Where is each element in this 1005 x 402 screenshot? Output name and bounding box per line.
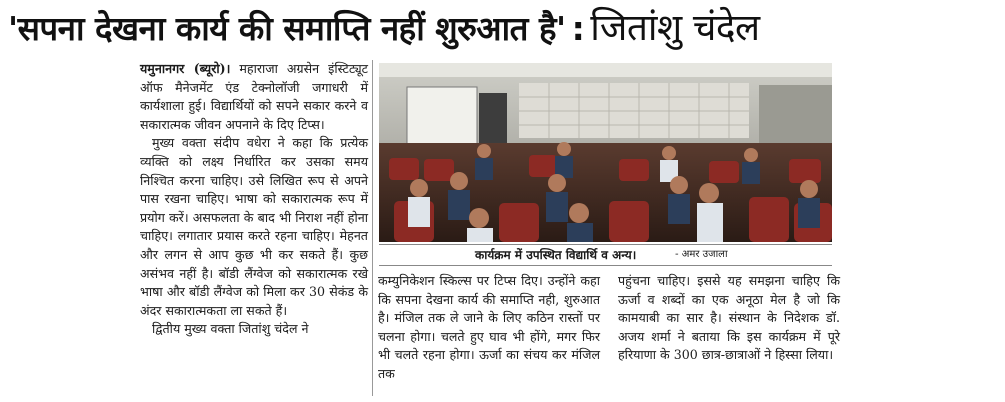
article-column-2 [378, 272, 600, 394]
article-column-1 [140, 60, 368, 396]
auditorium-photo [379, 63, 832, 242]
caption-text: कार्यक्रम में उपस्थित विद्यार्थि व अन्य। [475, 248, 637, 262]
headline-separator: : [571, 9, 585, 48]
dateline: यमुनानगर (ब्यूरो)। [140, 61, 231, 76]
headline [8, 2, 998, 54]
news-photo [379, 63, 832, 242]
article-paragraph: पहुंचना चाहिए। इससे यह समझना चाहिए कि ऊर्जा व शब्दों का एक अनूठा मेल है जो कि कामयाबी का सार है। संस्थान के निदेशक डॉ. अजय शर्मा ने बताया कि इस कार्यक्रम में पूरे हरियाणा के 300 छात्र-छात्राओं ने हिस्सा लिया। [618, 273, 840, 363]
photo-credit: - अमर उजाला [675, 249, 728, 260]
article-paragraph: मुख्य वक्ता संदीप वधेरा ने कहा कि प्रत्येक व्यक्ति को लक्ष्य निर्धारित कर उसका समय निश्चित करना चाहिए। उसे लिखित रूप से अपने पास रखना चाहिए। भाषा को सकारात्मक रूप में प्रयोग करें। असफलता के बाद भी निराश नहीं होना चाहिए। लगातार प्रयास करते रहना चाहिए। मेहनत और लगन से आप कुछ भी कर सकते हैं। कुछ असंभव नहीं है। बॉडी लैंग्वेज को सकारात्मक रखे भाषा और बॉडी लैंग्वेज को मिला कर 30 सेकंड के अंदर सकारात्मकता ला सकते हैं। [140, 135, 368, 318]
article-text: महाराजा अग्रसेन इंस्टिट्यूट ऑफ मैनेजमेंट एंड टेक्नोलॉजी जगाधरी में कार्यशाला हुई। विद्यार्थियों को सपने सकार करने व सकारात्मक जीवन अपनाने के दिए टिप्स। [140, 61, 368, 132]
column-divider [372, 60, 373, 396]
article-paragraph: कम्युनिकेशन स्किल्स पर टिप्स दिए। उन्होंने कहा कि सपना देखना कार्य की समाप्ति नही, शुरुआत है। मंजिल तक ले जाने के लिए कठिन रास्तों पर चलना होगा। चलते हुए घाव भी होंगे, मगर फिर भी चलते रहना होगा। ऊर्जा का संचय कर मंजिल तक [378, 273, 600, 381]
headline-quote: 'सपना देखना कार्य की समाप्ति नहीं शुरुआत है' [8, 9, 566, 48]
headline-speaker: जितांशु चंदेल [590, 6, 760, 49]
article-paragraph [140, 60, 368, 134]
photo-caption [379, 244, 832, 266]
article-column-3 [618, 272, 840, 394]
article-paragraph: द्वितीय मुख्य वक्ता जितांशु चंदेल ने [152, 321, 309, 337]
